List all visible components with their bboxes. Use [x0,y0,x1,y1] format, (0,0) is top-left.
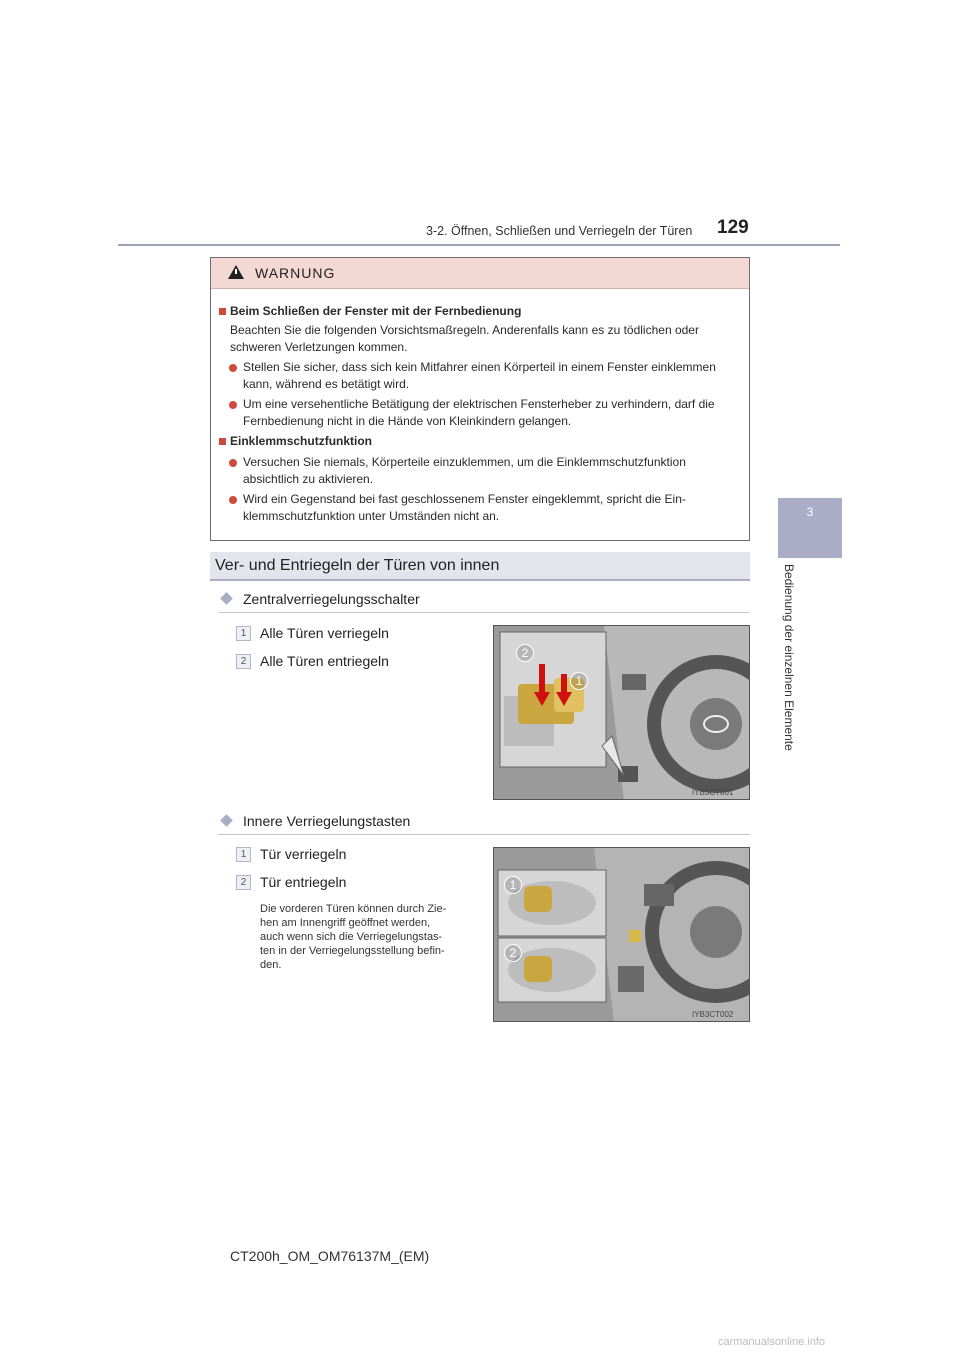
item-number-box: 1 [236,847,251,862]
diamond-bullet-icon [220,814,233,827]
warning-bullet-1-line-2: kann, während es betätigt wird. [243,377,410,391]
note-text [260,902,468,972]
section-heading: 3-2. Öffnen, Schließen und Verriegeln der Türen [426,224,693,238]
warning-heading-2: Einklemmschutzfunktion [230,434,373,448]
door-lock-switch-illustration [493,625,750,800]
inner-lock-button-illustration [493,847,750,1022]
item-label: Alle Türen entriegeln [260,653,389,669]
note-line: den. [260,959,282,971]
warning-bullet-3-line-2: absichtlich zu aktivieren. [243,472,374,486]
warning-box [210,257,750,541]
item-label: Tür entriegeln [260,874,347,890]
callout-2: 2 [504,944,522,962]
square-bullet-icon [219,308,226,315]
callout-2: 2 [516,644,534,662]
note-line: hen am Innengriff geöffnet werden, [260,917,431,929]
round-bullet-icon [229,459,237,467]
warning-icon [228,265,244,279]
warning-bullet-1-line-1: Stellen Sie sicher, dass sich kein Mitfahrer einen Körperteil in einem Fenster einklemmen [243,360,716,374]
watermark: carmanualsonline.info [718,1336,826,1348]
subsection-title-2: Innere Verriegelungstasten [243,813,411,829]
subsection-rule [218,612,750,613]
round-bullet-icon [229,401,237,409]
warning-bullet-2-line-2: Fernbedienung nicht in die Hände von Kleinkindern gelangen. [243,414,572,428]
section-title: Ver- und Entriegeln der Türen von innen [215,557,500,574]
diamond-bullet-icon [220,592,233,605]
image-caption: IYB3CT002 [692,1010,734,1019]
section-title-bar [210,552,750,581]
chapter-label-text: Bedienung der einzelnen Elemente [782,564,796,751]
warning-header [211,258,749,289]
item-number-box: 1 [236,626,251,641]
warning-heading-1: Beim Schließen der Fenster mit der Fernbedienung [230,304,522,318]
item-label: Tür verriegeln [260,846,347,862]
item-label: Alle Türen verriegeln [260,625,389,641]
subsection-rule [218,834,750,835]
square-bullet-icon [219,438,226,445]
item-number-box: 2 [236,875,251,890]
document-code: CT200h_OM_OM76137M_(EM) [230,1248,430,1264]
subsection-title-1: Zentralverriegelungsschalter [243,591,420,607]
warning-intro-line-2: schweren Verletzungen kommen. [230,340,408,354]
warning-bullet-4-line-1: Wird ein Gegenstand bei fast geschlossenem Fenster eingeklemmt, spricht die Ein- [243,492,686,506]
item-number-box: 2 [236,654,251,669]
round-bullet-icon [229,364,237,372]
image-caption: IYB3CT001 [692,788,734,797]
callout-1: 1 [504,876,522,894]
header-rule [118,244,840,246]
chapter-number: 3 [806,505,814,519]
note-line: ten in der Verriegelungsstellung befin- [260,945,445,957]
callout-1: 1 [570,672,588,690]
note-line: auch wenn sich die Verriegelungstas- [260,931,443,943]
page-number: 129 [717,217,749,238]
warning-bullet-3-line-1: Versuchen Sie niemals, Körperteile einzuklemmen, um die Einklemmschutzfunktion [243,455,686,469]
inner-lock-button-illustration-svg [494,848,750,1022]
warning-title: WARNUNG [255,265,336,281]
warning-bullet-4-line-2: klemmschutzfunktion unter Umständen nicht an. [243,509,500,523]
warning-intro-line-1: Beachten Sie die folgenden Vorsichtsmaßregeln. Anderenfalls kann es zu tödlichen oder [230,323,699,337]
chapter-label [780,564,800,774]
note-line: Die vorderen Türen können durch Zie- [260,903,447,915]
warning-bullet-2-line-1: Um eine versehentliche Betätigung der elektrischen Fensterheber zu verhindern, darf die [243,397,715,411]
round-bullet-icon [229,496,237,504]
